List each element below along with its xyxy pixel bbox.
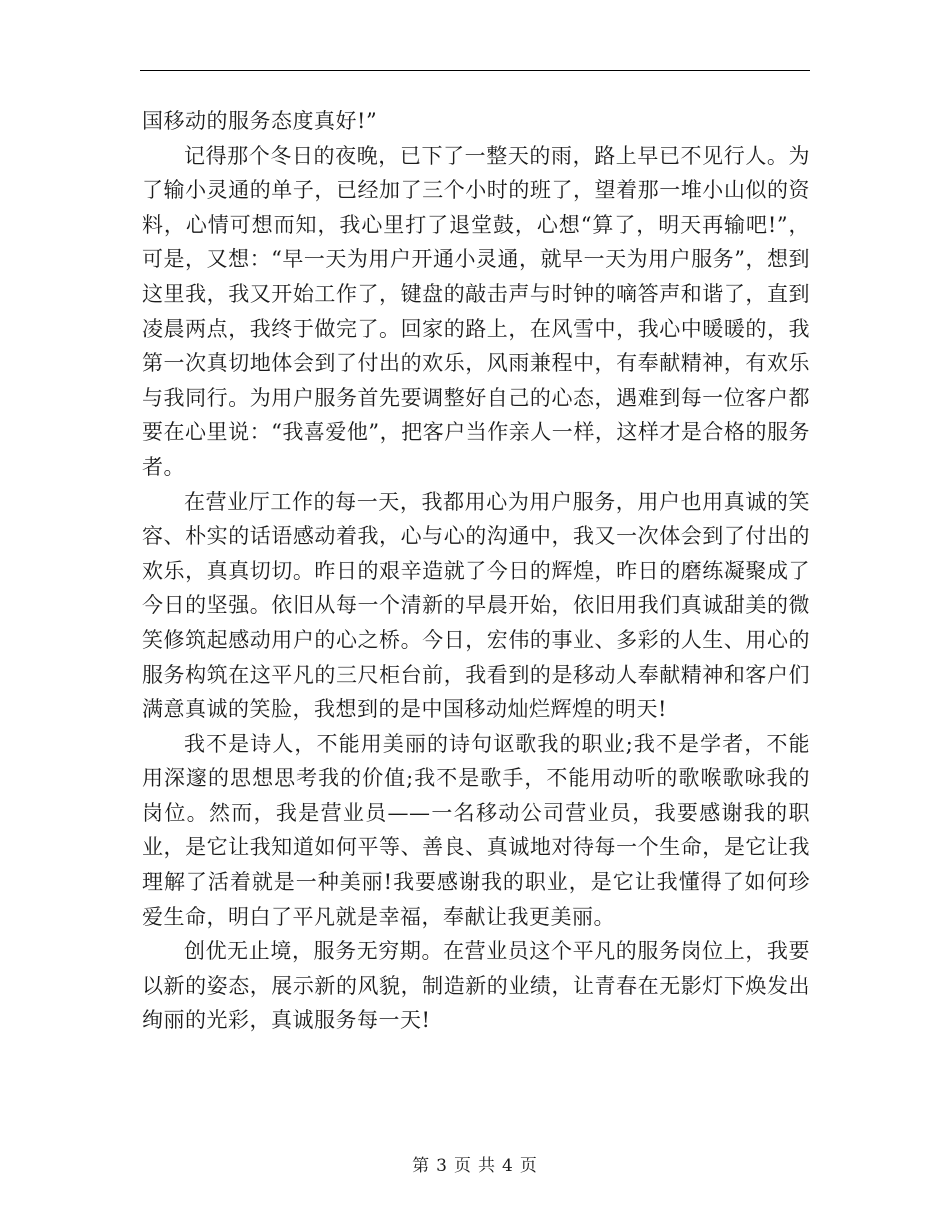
footer-prefix: 第 xyxy=(412,1156,431,1176)
paragraph: 创优无止境，服务无穷期。在营业员这个平凡的服务岗位上，我要以新的姿态，展示新的风貌，制造新的业绩，让青春在无影灯下焕发出绚丽的光彩，真诚服务每一天! xyxy=(142,939,810,1033)
paragraph: 在营业厅工作的每一天，我都用心为用户服务，用户也用真诚的笑容、朴实的话语感动着我，心与心的沟通中，我又一次体会到了付出的欢乐，真真切切。昨日的艰辛造就了今日的辉煌，昨日的磨练凝聚成了今日的坚强。依旧从每一个清新的早晨开始，依旧用我们真诚甜美的微笑修筑起感动用户的心之桥。今日，宏伟的事业、多彩的人生、用心的服务构筑在这平凡的三尺柜台前，我看到的是移动人奉献精神和客户们满意真诚的笑脸，我想到的是中国移动灿烂辉煌的明天! xyxy=(142,489,810,722)
page-footer xyxy=(0,1156,950,1176)
header-rule xyxy=(140,70,810,71)
footer-suffix: 页 xyxy=(519,1156,538,1176)
paragraph: 国移动的服务态度真好!” xyxy=(142,109,378,133)
current-page-number: 3 xyxy=(436,1156,448,1176)
document-body xyxy=(142,104,810,1038)
paragraph: 我不是诗人，不能用美丽的诗句讴歌我的职业;我不是学者，不能用深邃的思想思考我的价值;我不是歌手，不能用动听的歌喉歌咏我的岗位。然而，我是营业员——一名移动公司营业员，我要感谢我的职业，是它让我知道如何平等、善良、真诚地对待每一个生命，是它让我理解了活着就是一种美丽!我要感谢我的职业，是它让我懂得了如何珍爱生命，明白了平凡就是幸福，奉献让我更美丽。 xyxy=(142,731,810,929)
total-pages-number: 4 xyxy=(502,1156,514,1176)
footer-total-word: 共 xyxy=(478,1156,496,1176)
paragraph: 记得那个冬日的夜晚，已下了一整天的雨，路上早已不见行人。为了输小灵通的单子，已经加了三个小时的班了，望着那一堆小山似的资料，心情可想而知，我心里打了退堂鼓，心想“算了，明天再输吧!”，可是，又想：“早一天为用户开通小灵通，就早一天为用户服务”，想到这里我，我又开始工作了，键盘的敲击声与时钟的嘀答声和谐了，直到凌晨两点，我终于做完了。回家的路上，在风雪中，我心中暖暖的，我第一次真切地体会到了付出的欢乐，风雨兼程中，有奉献精神，有欢乐与我同行。为用户服务首先要调整好自己的心态，遇难到每一位客户都要在心里说：“我喜爱他”，把客户当作亲人一样，这样才是合格的服务者。 xyxy=(142,143,810,479)
footer-page-word: 页 xyxy=(454,1156,472,1176)
